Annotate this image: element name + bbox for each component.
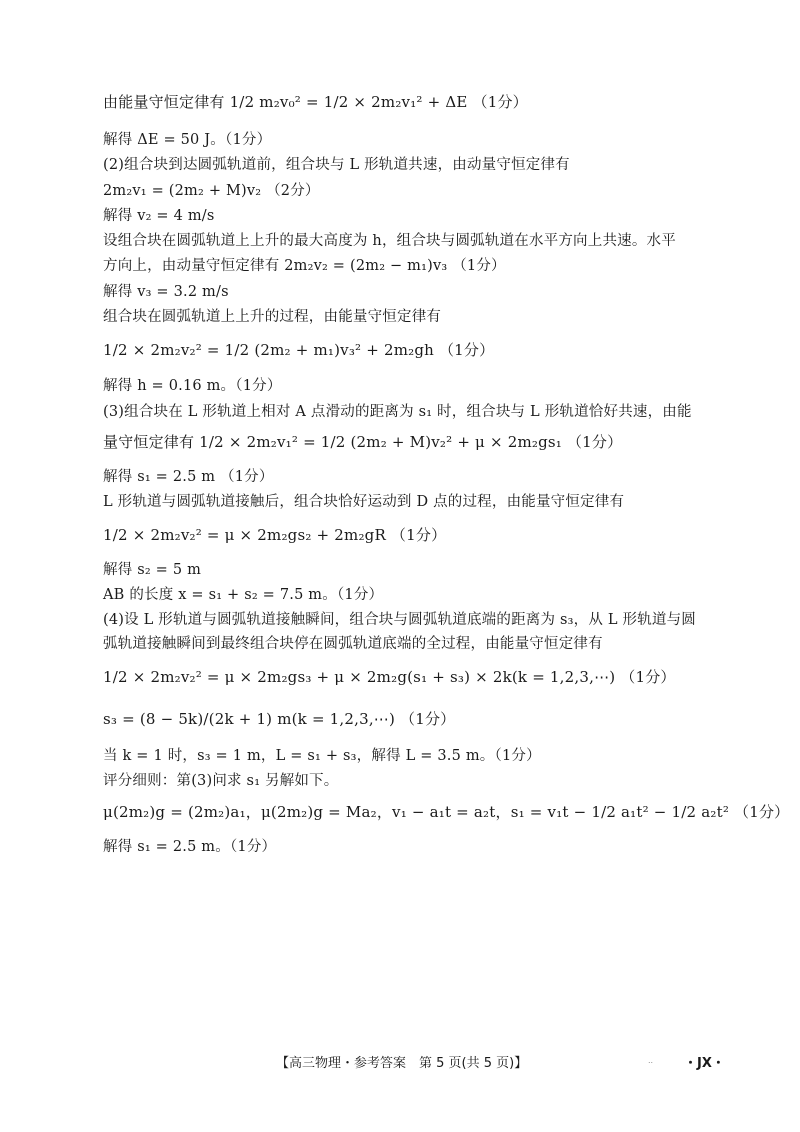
text-line: 解得 ΔE = 50 J。（1分） bbox=[103, 132, 272, 148]
text-line: 1/2 × 2m₂v₂² = 1/2 (2m₂ + m₁)v₃² + 2m₂gh （1分） bbox=[103, 341, 495, 359]
text-line: 弧轨道接触瞬间到最终组合块停在圆弧轨道底端的全过程，由能量守恒定律有 bbox=[103, 636, 603, 652]
text-line: 方向上，由动量守恒定律有 2m₂v₂ = (2m₂ − m₁)v₃ （1分） bbox=[103, 258, 506, 274]
text-line: μ(2m₂)g = (2m₂)a₁，μ(2m₂)g = Ma₂，v₁ − a₁t = a₂t，s₁ = v₁t − 1/2 a₁t² − 1/2 a₂t² （1分） bbox=[103, 803, 790, 821]
text-line: 由能量守恒定律有 1/2 m₂v₀² = 1/2 × 2m₂v₁² + ΔE （1分） bbox=[103, 93, 528, 111]
text-line: 解得 s₂ = 5 m bbox=[103, 562, 202, 578]
text-line: (3)组合块在 L 形轨道上相对 A 点滑动的距离为 s₁ 时，组合块与 L 形轨道恰好共速，由能 bbox=[103, 404, 692, 420]
text-line: 2m₂v₁ = (2m₂ + M)v₂ （2分） bbox=[103, 183, 320, 199]
text-line: 评分细则：第(3)问求 s₁ 另解如下。 bbox=[103, 773, 339, 789]
text-line: 量守恒定律有 1/2 × 2m₂v₁² = 1/2 (2m₂ + M)v₂² + μ × 2m₂gs₁ （1分） bbox=[103, 433, 623, 451]
text-line: 组合块在圆弧轨道上上升的过程，由能量守恒定律有 bbox=[103, 309, 442, 325]
text-line: s₃ = (8 − 5k)/(2k + 1) m(k = 1,2,3,⋯) （1分） bbox=[103, 710, 456, 728]
footer-code: ・JX・ bbox=[684, 1056, 725, 1071]
text-line: (4)设 L 形轨道与圆弧轨道接触瞬间，组合块与圆弧轨道底端的距离为 s₃，从 L 形轨道与圆 bbox=[103, 612, 696, 628]
text-line: 解得 v₃ = 3.2 m/s bbox=[103, 284, 229, 300]
footer-page-info: 【高三物理・参考答案 第 5 页(共 5 页)】 bbox=[276, 1056, 528, 1071]
text-line: 解得 s₁ = 2.5 m （1分） bbox=[103, 469, 274, 485]
text-line: 解得 s₁ = 2.5 m。（1分） bbox=[103, 839, 277, 855]
text-line: (2)组合块到达圆弧轨道前，组合块与 L 形轨道共速，由动量守恒定律有 bbox=[103, 157, 570, 173]
text-line: 解得 v₂ = 4 m/s bbox=[103, 208, 215, 224]
footer-mark: .. bbox=[648, 1056, 654, 1065]
text-line: L 形轨道与圆弧轨道接触后，组合块恰好运动到 D 点的过程，由能量守恒定律有 bbox=[103, 494, 625, 510]
text-line: 解得 h = 0.16 m。（1分） bbox=[103, 378, 282, 394]
text-line: 当 k = 1 时，s₃ = 1 m，L = s₁ + s₃，解得 L = 3.5 m。（1分） bbox=[103, 748, 541, 764]
text-line: 1/2 × 2m₂v₂² = μ × 2m₂gs₃ + μ × 2m₂g(s₁ + s₃) × 2k(k = 1,2,3,⋯) （1分） bbox=[103, 668, 676, 686]
text-line: AB 的长度 x = s₁ + s₂ = 7.5 m。（1分） bbox=[103, 587, 384, 603]
text-line: 1/2 × 2m₂v₂² = μ × 2m₂gs₂ + 2m₂gR （1分） bbox=[103, 526, 447, 544]
text-line: 设组合块在圆弧轨道上上升的最大高度为 h，组合块与圆弧轨道在水平方向上共速。水平 bbox=[103, 233, 676, 249]
